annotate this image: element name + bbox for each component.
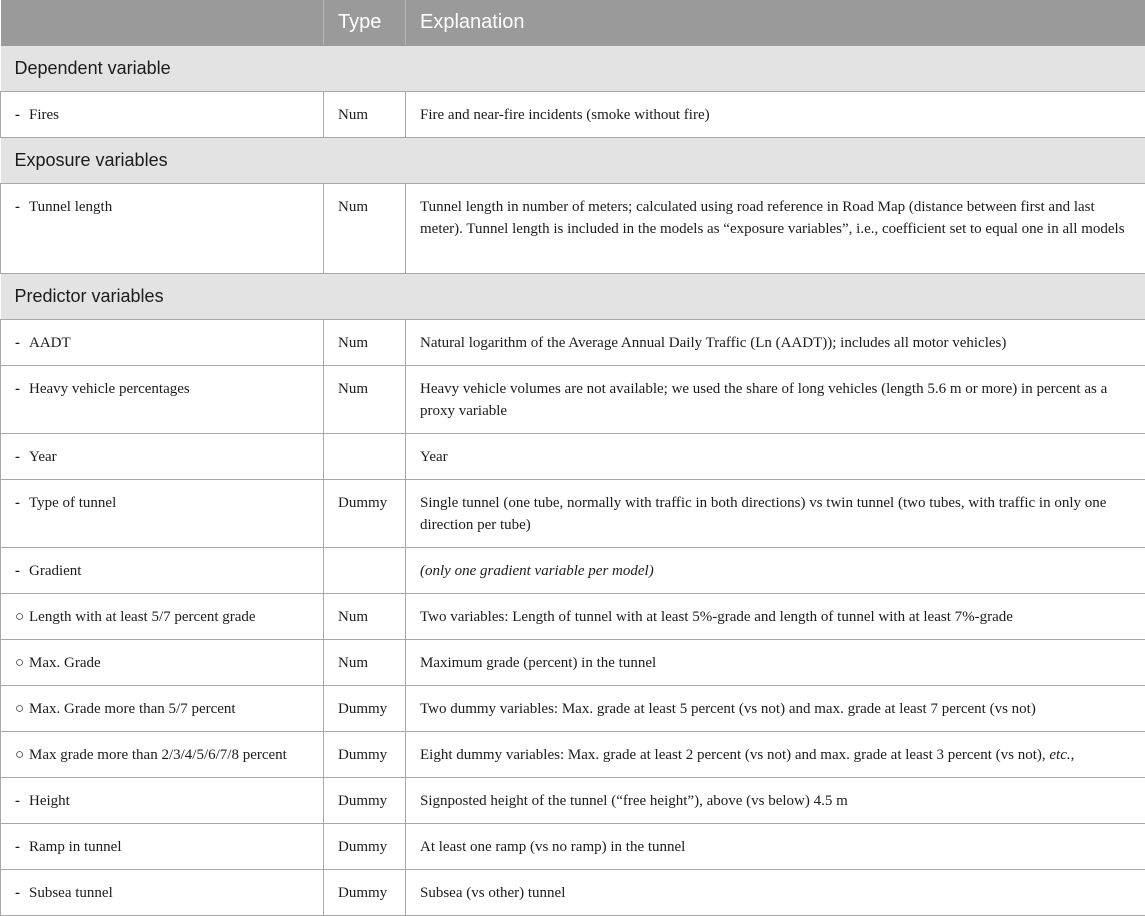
table-row xyxy=(1,433,1145,479)
type-cell: Num xyxy=(324,593,406,639)
type-cell: Dummy xyxy=(324,479,406,547)
type-cell: Dummy xyxy=(324,777,406,823)
type-cell: Dummy xyxy=(324,731,406,777)
variable-cell xyxy=(1,91,324,137)
variable-cell xyxy=(1,869,324,915)
table-row xyxy=(1,479,1145,547)
table-row xyxy=(1,319,1145,365)
bullet-marker: - xyxy=(15,332,25,354)
table-row xyxy=(1,823,1145,869)
bullet-marker: - xyxy=(15,492,25,514)
section-row xyxy=(1,45,1145,91)
variable-name: Height xyxy=(29,793,70,809)
variable-name: Year xyxy=(29,449,57,465)
table-row xyxy=(1,731,1145,777)
variable-name: Ramp in tunnel xyxy=(29,839,122,855)
variable-cell xyxy=(1,479,324,547)
bullet-marker: - xyxy=(15,446,25,468)
variable-cell xyxy=(1,777,324,823)
circle-marker: ○ xyxy=(15,698,25,720)
type-cell: Dummy xyxy=(324,685,406,731)
explanation-cell: Two dummy variables: Max. grade at least 5 percent (vs not) and max. grade at least 7 percent (vs not) xyxy=(406,685,1145,731)
explanation-cell: (only one gradient variable per model) xyxy=(406,547,1145,593)
bullet-marker: - xyxy=(15,882,25,904)
explanation-cell: Two variables: Length of tunnel with at least 5%-grade and length of tunnel with at least 7%-grade xyxy=(406,593,1145,639)
variable-cell xyxy=(1,365,324,433)
type-cell: Num xyxy=(324,319,406,365)
bullet-marker: - xyxy=(15,836,25,858)
variable-name: Max grade more than 2/3/4/5/6/7/8 percent xyxy=(29,747,287,763)
table-row xyxy=(1,183,1145,273)
variable-cell xyxy=(1,731,324,777)
table-row xyxy=(1,777,1145,823)
section-title: Predictor variables xyxy=(1,273,1145,319)
section-row xyxy=(1,273,1145,319)
variable-name: Gradient xyxy=(29,563,81,579)
bullet-marker: - xyxy=(15,790,25,812)
bullet-marker: - xyxy=(15,104,25,126)
explanation-cell: At least one ramp (vs no ramp) in the tunnel xyxy=(406,823,1145,869)
header-explanation: Explanation xyxy=(406,0,1145,45)
variable-cell xyxy=(1,183,324,273)
explanation-cell xyxy=(406,731,1145,777)
header-row xyxy=(1,0,1145,45)
variable-cell xyxy=(1,433,324,479)
explanation-cell: Heavy vehicle volumes are not available; we used the share of long vehicles (length 5.6 m or more) in percent as a proxy variable xyxy=(406,365,1145,433)
table-row xyxy=(1,869,1145,915)
variable-name: Max. Grade more than 5/7 percent xyxy=(29,701,236,717)
header-variable xyxy=(1,0,324,45)
type-cell: Num xyxy=(324,639,406,685)
type-cell: Num xyxy=(324,91,406,137)
type-cell: Dummy xyxy=(324,869,406,915)
explanation-cell: Subsea (vs other) tunnel xyxy=(406,869,1145,915)
explanation-cell: Signposted height of the tunnel (“free height”), above (vs below) 4.5 m xyxy=(406,777,1145,823)
variable-name: Subsea tunnel xyxy=(29,885,113,901)
variable-cell xyxy=(1,823,324,869)
table-row xyxy=(1,639,1145,685)
variable-cell xyxy=(1,685,324,731)
variable-cell xyxy=(1,593,324,639)
section-title: Dependent variable xyxy=(1,45,1145,91)
explanation-cell: Maximum grade (percent) in the tunnel xyxy=(406,639,1145,685)
bullet-marker: - xyxy=(15,560,25,582)
section-row xyxy=(1,137,1145,183)
table-row xyxy=(1,91,1145,137)
type-cell: Num xyxy=(324,365,406,433)
variable-name: Type of tunnel xyxy=(29,495,116,511)
circle-marker: ○ xyxy=(15,652,25,674)
variable-cell xyxy=(1,639,324,685)
explanation-cell: Single tunnel (one tube, normally with traffic in both directions) vs twin tunnel (two tubes, with traffic in only one direction per tube) xyxy=(406,479,1145,547)
section-title: Exposure variables xyxy=(1,137,1145,183)
variable-name: AADT xyxy=(29,335,71,351)
header-type: Type xyxy=(324,0,406,45)
variable-name: Heavy vehicle percentages xyxy=(29,381,190,397)
variable-cell xyxy=(1,547,324,593)
bullet-marker: - xyxy=(15,378,25,400)
circle-marker: ○ xyxy=(15,606,25,628)
variable-name: Length with at least 5/7 percent grade xyxy=(29,609,256,625)
bullet-marker: - xyxy=(15,196,25,218)
table-row xyxy=(1,685,1145,731)
variable-name: Max. Grade xyxy=(29,655,101,671)
type-cell xyxy=(324,433,406,479)
explanation-cell: Year xyxy=(406,433,1145,479)
variable-cell xyxy=(1,319,324,365)
variable-name: Tunnel length xyxy=(29,199,112,215)
variable-name: Fires xyxy=(29,107,59,123)
table-row xyxy=(1,547,1145,593)
explanation-cell: Fire and near-fire incidents (smoke without fire) xyxy=(406,91,1145,137)
type-cell: Num xyxy=(324,183,406,273)
explanation-cell: Natural logarithm of the Average Annual Daily Traffic (Ln (AADT)); includes all motor vehicles) xyxy=(406,319,1145,365)
circle-marker: ○ xyxy=(15,744,25,766)
type-cell xyxy=(324,547,406,593)
explanation-etc: etc., xyxy=(1049,747,1074,763)
table-row xyxy=(1,365,1145,433)
type-cell: Dummy xyxy=(324,823,406,869)
explanation-text: Eight dummy variables: Max. grade at least 2 percent (vs not) and max. grade at least 3 percent (vs not), xyxy=(420,747,1049,763)
explanation-cell: Tunnel length in number of meters; calculated using road reference in Road Map (distance between first and last meter). Tunnel length is included in the models as “exposure variables”, i.e., coefficient set to equal one in all models xyxy=(406,183,1145,273)
table-row xyxy=(1,593,1145,639)
